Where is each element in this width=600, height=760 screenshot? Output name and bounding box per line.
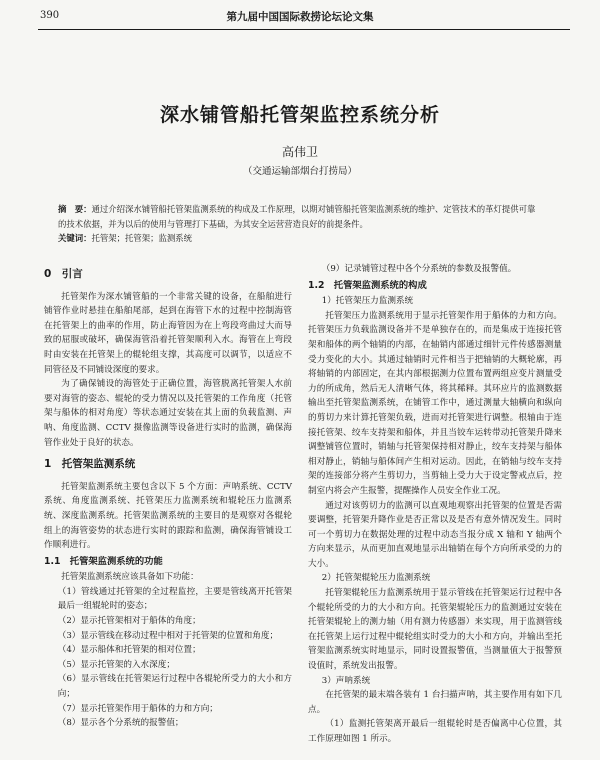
section-heading-1: 1 托管架监测系统	[44, 458, 136, 471]
right-column	[308, 262, 562, 747]
keywords	[58, 231, 538, 246]
abstract-text: 通过介绍深水铺管船托管架监测系统的构成及工作原理，以期对铺管船托管架监测系统的维护、定管技术的革灯提供可靠的技术依据，并为以后的使用与管理打下基础，为其安全运营营造良好的前提条件。	[58, 204, 536, 229]
abstract	[58, 202, 538, 231]
subheading-roller: 2）托管架辊轮压力监测系统	[321, 573, 431, 584]
author: 高伟卫	[281, 145, 318, 159]
paragraph: （1）监测托管架离开最后一组辊轮时是否偏离中心位置，其工作原理如图 1 所示。	[308, 719, 562, 744]
header-rule	[38, 29, 570, 30]
paragraph: 托管架压力监测系统用于显示托管架作用于船体的力和方向。托管架压力负载监测设备并不是单独存在的，而是集成于连接托管架和船体的两个轴销的内部，在轴销内部通过细针元件传感器测量受力变化的大小。其通过轴销时元件相当于把轴销的大概轮廓，再将轴销的内部固定，在其内部根据测力位置布置两组应变片测量受力的所成角，然后无人清晰气体，将其稀释。其环应片的监测数据输出至托管架监测系统，在铺管工作中，通过测量大轴横向和纵向的剪切力来计算托管架负载，进而对托管架进行调整。根轴由于连接托管架、绞车支持架和船体，并且当铰车运转带动托管架升降来调整铺管位置时，销轴与托管架保持相对静止，绞车支持架与船体相对静止，销轴与船体间产生相对运动。因此，在销轴与绞车支持架的连接部分将产生剪切力，当剪轴上受力大于设定警戒点后，控制室内将会产生报警，提醒操作人员安全作业工况。	[308, 310, 562, 496]
section-heading-intro: 0 引言	[44, 268, 83, 280]
list-item: （4）显示船体和托管架的相对位置；	[57, 645, 201, 656]
list-item: （8）显示各个分系统的报警值；	[57, 718, 184, 729]
list-item: （5）显示托管架的入水深度；	[57, 659, 175, 670]
page-number: 390	[40, 10, 60, 21]
abstract-label: 摘 要：	[58, 204, 92, 214]
subsection-heading-1-1: 1.1 托管架监测系统的功能	[44, 555, 163, 567]
list-item: （3）显示管线在移动过程中相对于托管架的位置和角度；	[57, 630, 279, 641]
paragraph: 为了确保铺设的海管处于正确位置，海管脱离托管架人水前要对海管的姿态、辊轮的受力情况以及托管架的工作角度（托管架与船体的相对角度）等状态通过安装在其上面的负载监测、声呐、角度监测、CCTV 摄像监测等设备进行实时的监测，确保海管作业处于良好的状态。	[44, 379, 292, 448]
list-item: （2）显示托管架相对于船体的角度；	[57, 616, 201, 627]
subsection-heading-1-2: 1.2 托管架监测系统的构成	[308, 279, 427, 291]
paragraph: 在托管架的最末端各装有 1 台扫描声呐，其主要作用有如下几点。	[308, 690, 562, 715]
subheading-pressure: 1）托管架压力监测系统	[321, 296, 414, 307]
list-item: （9）记录铺管过程中各个分系统的参数及报警值。	[321, 264, 517, 274]
paragraph: 托管架作为深水铺管船的一个非常关键的设备，在船舶进行铺管作业时悬挂在船舶尾部，起到在海管下水的过程中控制海管在托管架上的曲率的作用，防止海管因为在上弯段弯曲过大而导致的屈服或破坏，确保海管沿着托管架顺利入水。海管在上弯段时由安装在托管架上的辊轮组支撑，其高度可以调节，以适应不同管径及不同铺设深度的要求。	[44, 291, 292, 375]
paragraph: 托管架监测系统应该具备如下功能：	[61, 572, 199, 583]
paper-title: 深水铺管船托管架监控系统分析	[159, 104, 440, 126]
list-item: （1）管线通过托管架的全过程监控，主要是管线离开托管架最后一组辊轮时的姿态；	[57, 586, 292, 612]
subheading-sonar: 3）声呐系统	[321, 675, 371, 686]
keywords-label: 关键词：	[58, 233, 92, 243]
running-title: 第九届中国国际救捞论坛论文集	[226, 11, 374, 23]
list-item: （6）显示管线在托管架运行过程中各辊轮所受力的大小和方向；	[57, 674, 292, 700]
list-item: （7）显示托管架作用于船体的力和方向；	[57, 703, 218, 714]
keywords-text: 托管架；托管架；监测系统	[91, 233, 192, 243]
abstract-block	[58, 202, 538, 246]
paragraph: 通过对该剪切力的监测可以直观地观察出托管架的位置是否需要调整，托管架升降作业是否正常以及是否有意外情况发生。同时可一个剪切力在数据处理的过程中动态当报分成 X 轴和 Y 轴两个方向来显示，从而更加直观地显示出轴销在每个方向所承受的力的大小。	[308, 500, 562, 569]
paragraph: 托管架辊轮压力监测系统用于显示管线在托管架运行过程中各个辊轮所受的力的大小和方向。托管架辊轮压力的监测通过安装在托管架辊轮上的测力轴（用有测力传感器）来实现，用于监测管线在托管架上运行过程中辊轮组实时受力的大小和方向，并输出至托管架监测系统实时地显示，同时设置报警值，当测量值大于报警预设值时，系统发出报警。	[308, 588, 562, 672]
left-column	[44, 262, 292, 731]
affiliation: （交通运输部烟台打捞局）	[242, 166, 357, 177]
paragraph: 托管架监测系统主要包含以下 5 个方面：声呐系统、CCTV 系统、角度监测系统、托管架压力监测系统和辊轮压力监测系统、深度监测系统。托管架监测系统的主要目的是观察对各辊轮组上的海管姿势的状态进行实时的跟踪和监测，确保海管铺设工作顺利进行。	[44, 481, 292, 551]
